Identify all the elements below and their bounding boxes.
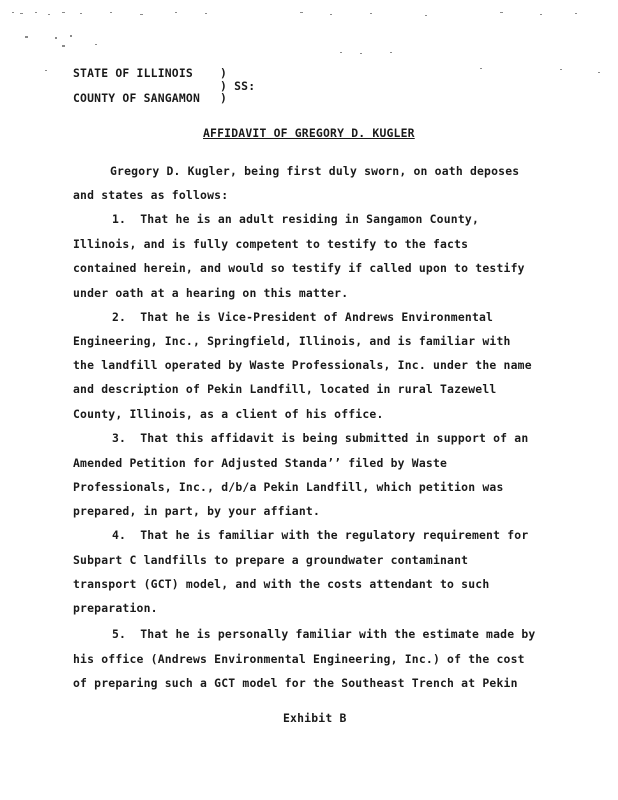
paragraph-2-line-5: County, Illinois, as a client of his office. — [73, 407, 384, 421]
paragraph-3-line-2: Amended Petition for Adjusted Standa’’ filed by Waste — [73, 456, 448, 470]
paragraph-2-line-3: the landfill operated by Waste Professionals, Inc. under the name — [73, 358, 532, 372]
paragraph-4-line-4: preparation. — [73, 601, 158, 615]
paragraph-4-line-3: transport (GCT) model, and with the costs attendant to such — [73, 577, 490, 591]
exhibit-footer: Exhibit B — [283, 711, 347, 725]
paragraph-3-line-4: prepared, in part, by your affiant. — [73, 504, 321, 518]
paragraph-4-line-2: Subpart C landfills to prepare a groundwater contaminant — [73, 553, 469, 567]
affidavit-title: AFFIDAVIT OF GREGORY D. KUGLER — [203, 126, 415, 140]
paragraph-5-line-2: his office (Andrews Environmental Engineering, Inc.) of the cost — [73, 652, 525, 666]
paragraph-1-line-3: contained herein, and would so testify if called upon to testify — [73, 261, 525, 275]
paragraph-2-line-2: Engineering, Inc., Springfield, Illinois, and is familiar with — [73, 334, 511, 348]
paragraph-4-line-1: 4. That he is familiar with the regulatory requirement for — [112, 528, 529, 542]
paragraph-3-line-1: 3. That this affidavit is being submitted in support of an — [112, 431, 529, 445]
paragraph-5-line-1: 5. That he is personally familiar with the estimate made by — [112, 627, 536, 641]
intro-line-2: and states as follows: — [73, 188, 229, 202]
caption-brace-3: ) — [220, 91, 228, 105]
paragraph-1-line-4: under oath at a hearing on this matter. — [73, 286, 349, 300]
caption-county: COUNTY OF SANGAMON — [73, 91, 201, 105]
caption-state: STATE OF ILLINOIS — [73, 66, 193, 80]
caption-brace-1: ) — [220, 66, 228, 80]
paragraph-2-line-1: 2. That he is Vice-President of Andrews Environmental — [112, 310, 494, 324]
paragraph-5-line-3: of preparing such a GCT model for the Southeast Trench at Pekin — [73, 676, 518, 690]
paragraph-1-line-1: 1. That he is an adult residing in Sangamon County, — [112, 212, 480, 226]
paragraph-1-line-2: Illinois, and is fully competent to testify to the facts — [73, 237, 469, 251]
caption-brace-2: ) SS: — [220, 79, 256, 93]
paragraph-3-line-3: Professionals, Inc., d/b/a Pekin Landfill, which petition was — [73, 480, 504, 494]
paragraph-2-line-4: and description of Pekin Landfill, located in rural Tazewell — [73, 382, 497, 396]
intro-line-1: Gregory D. Kugler, being first duly sworn, on oath deposes — [110, 164, 520, 178]
